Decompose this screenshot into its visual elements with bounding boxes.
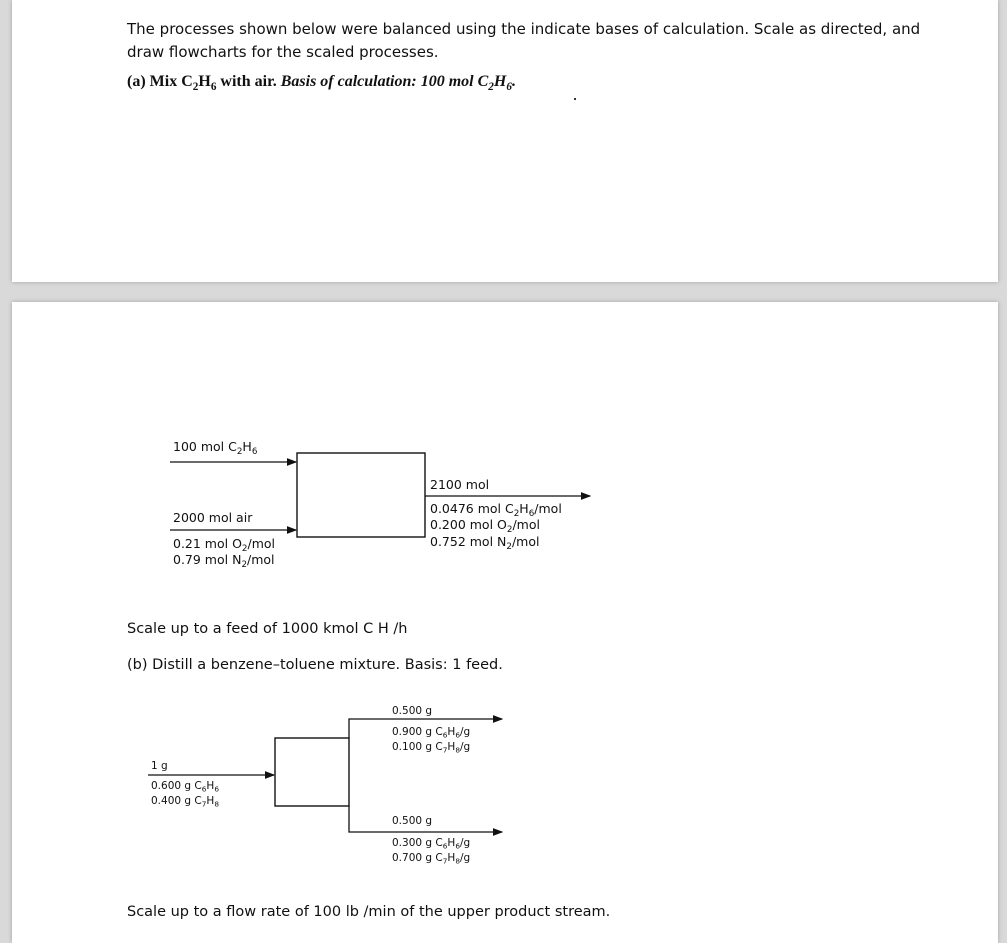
part-a-heading xyxy=(127,73,516,91)
bottom-benzene: 0.300 g $C_6H_6/g$ xyxy=(392,837,471,851)
part-a-text: Mix $C_2H_6$ with air. xyxy=(149,73,277,93)
feed-2-o2: 0.21 mol $O_2$/mol xyxy=(173,536,276,555)
stray-dot xyxy=(574,98,576,100)
product-c2h6: 0.0476 mol $C_2H_6$/mol xyxy=(430,501,562,520)
bottom-toluene: 0.700 g $C_7H_8/g$ xyxy=(392,852,471,866)
part-a-label: (a) xyxy=(127,73,146,90)
feed-1-label: 100 mol $C_2H_6$ xyxy=(173,439,258,458)
product-n2: 0.752 mol $N_2$/mol xyxy=(430,534,540,553)
distillation-box xyxy=(275,738,349,806)
feed-b-benzene: 0.600 g $C_6H_6$ xyxy=(151,780,220,794)
part-a-basis: Basis of calculation: 100 mol $C_2H_6$. xyxy=(280,73,516,93)
top-toluene: 0.100 g $C_7H_8/g$ xyxy=(392,741,471,755)
page-2 xyxy=(12,302,998,943)
bottom-total: 0.500 g xyxy=(392,815,433,827)
scale-b-text: Scale up to a flow rate of 100 lb /min of the upper product stream. xyxy=(127,904,611,920)
feed-b-toluene: 0.400 g $C_7H_8$ xyxy=(151,795,220,809)
top-benzene: 0.900 g $C_6H_6/g$ xyxy=(392,726,471,740)
scale-a-text: Scale up to a feed of 1000 kmol C H /h xyxy=(127,621,408,637)
feed-2-n2: 0.79 mol $N_2$/mol xyxy=(173,552,275,571)
feed-2-label: 2000 mol air xyxy=(173,510,253,525)
intro-text: The processes shown below were balanced using the indicate bases of calculation. Scale as directed, and draw flowcharts for the scaled processes. xyxy=(127,20,921,61)
part-b-heading: (b) Distill a benzene–toluene mixture. Basis: 1 feed. xyxy=(127,657,503,673)
top-total: 0.500 g xyxy=(392,705,433,717)
product-o2: 0.200 mol $O_2$/mol xyxy=(430,517,540,536)
product-total: 2100 mol xyxy=(430,477,490,492)
page-1 xyxy=(12,0,998,282)
mixer-box xyxy=(297,453,425,537)
feed-b-total: 1 g xyxy=(151,760,168,772)
